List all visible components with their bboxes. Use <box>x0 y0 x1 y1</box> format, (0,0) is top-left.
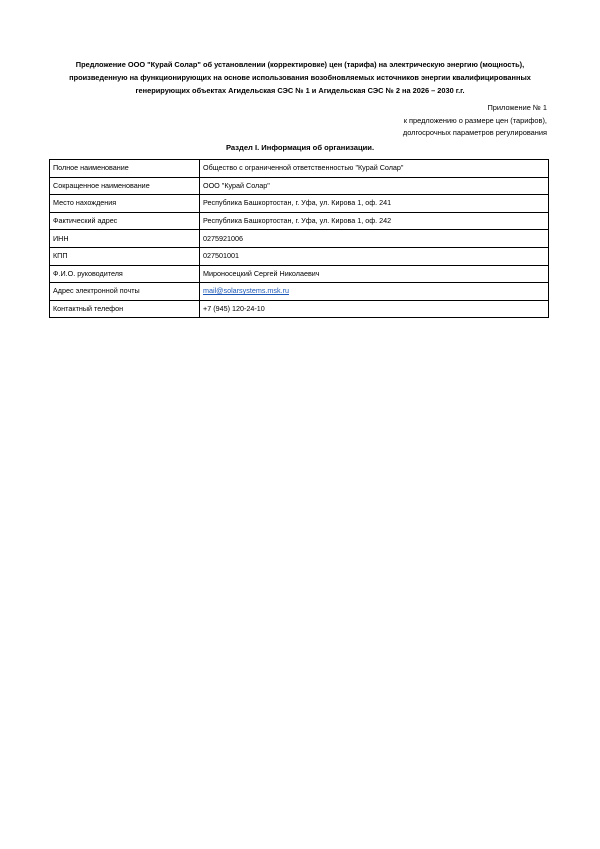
table-row <box>50 160 549 178</box>
row-label-actual-address: Фактический адрес <box>50 212 200 230</box>
row-value-actual-address: Республика Башкортостан, г. Уфа, ул. Кирова 1, оф. 242 <box>200 212 549 230</box>
row-label-inn: ИНН <box>50 230 200 248</box>
document-title <box>40 58 560 97</box>
appendix-note <box>287 102 547 140</box>
email-link[interactable]: mail@solarsystems.msk.ru <box>203 286 289 296</box>
row-label-email: Адрес электронной почты <box>50 283 200 301</box>
appendix-line-2: к предложению о размере цен (тарифов), <box>403 115 547 125</box>
table-row <box>50 247 549 265</box>
table-row <box>50 265 549 283</box>
table-row <box>50 300 549 318</box>
row-label-kpp: КПП <box>50 247 200 265</box>
appendix-line-1: Приложение № 1 <box>487 103 547 112</box>
title-line-1: Предложение ООО "Курай Солар" об установлении (корректировке) цен (тарифа) на электрическую энергию (мощность), <box>75 60 525 69</box>
table-row <box>50 195 549 213</box>
title-line-3: генерирующих объектах Агидельская СЭС № 1 и Агидельская СЭС № 2 на 2026 – 2030 г.г. <box>135 86 465 95</box>
row-value-director: Мироносецкий Сергей Николаевич <box>200 265 549 283</box>
table-row <box>50 283 549 301</box>
table-row <box>50 230 549 248</box>
row-label-full-name: Полное наименование <box>50 160 200 178</box>
organization-info-table <box>49 159 549 318</box>
table-row <box>50 212 549 230</box>
section-title: Раздел I. Информация об организации. <box>225 143 375 152</box>
row-value-phone: +7 (945) 120-24-10 <box>200 300 549 318</box>
row-value-inn: 0275921006 <box>200 230 549 248</box>
table-row <box>50 177 549 195</box>
row-label-director: Ф.И.О. руководителя <box>50 265 200 283</box>
row-value-full-name: Общество с ограниченной ответственностью "Курай Солар" <box>200 160 549 178</box>
row-value-short-name: ООО "Курай Солар" <box>200 177 549 195</box>
row-label-location: Место нахождения <box>50 195 200 213</box>
row-label-short-name: Сокращенное наименование <box>50 177 200 195</box>
row-label-phone: Контактный телефон <box>50 300 200 318</box>
row-value-location: Республика Башкортостан, г. Уфа, ул. Кирова 1, оф. 241 <box>200 195 549 213</box>
title-line-2: произведенную на функционирующих на основе использования возобновляемых источников энергии квалифицированных <box>69 73 531 82</box>
row-value-email-cell <box>200 283 549 301</box>
appendix-line-3: долгосрочных параметров регулирования <box>402 128 547 137</box>
row-value-kpp: 027501001 <box>200 247 549 265</box>
